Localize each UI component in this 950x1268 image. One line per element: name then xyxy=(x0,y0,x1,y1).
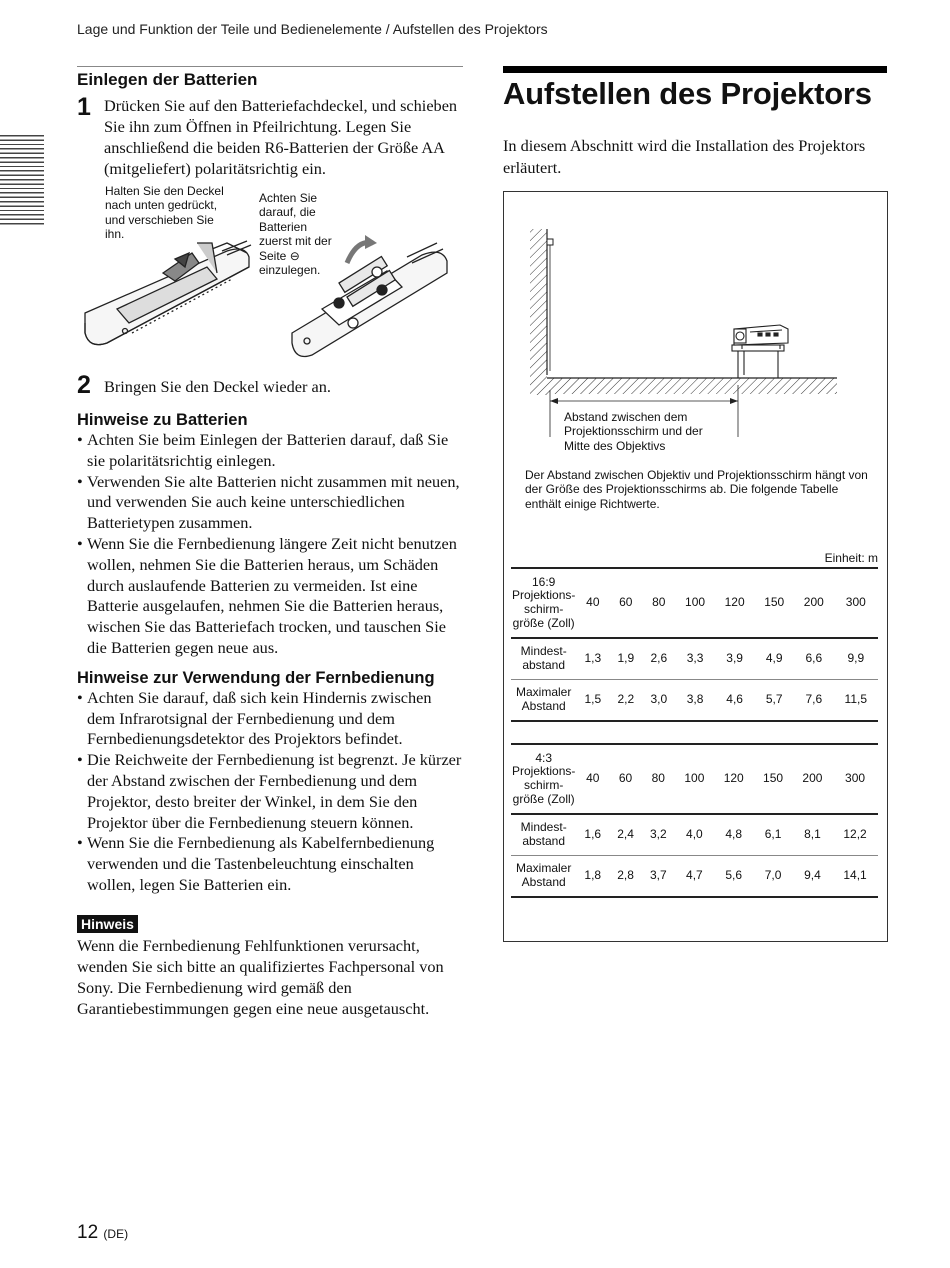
battery-heading: Einlegen der Batterien xyxy=(77,70,258,89)
table-cell: 100 xyxy=(684,771,705,786)
table-cell: 2,6 xyxy=(650,650,668,665)
table-cell: 2,2 xyxy=(617,691,635,706)
label-line: Maximaler xyxy=(516,861,572,876)
label-line: abstand xyxy=(522,657,566,672)
remote-control-drawing xyxy=(77,183,463,373)
table-cell: 2,4 xyxy=(617,826,634,841)
table-cell: 4,0 xyxy=(686,826,703,841)
table-cell: 11,5 xyxy=(844,691,868,706)
list-item: • Achten Sie darauf, daß sich kein Hindernis zwischen dem Infrarotsignal der Fernbedienung und dem Fernbedienungsdetektor des Projektors befindet. xyxy=(77,688,463,750)
size-label xyxy=(511,568,576,638)
step-1 xyxy=(77,95,463,179)
label-line: schirm- xyxy=(524,602,564,616)
page-number-value: 12 xyxy=(77,1222,99,1243)
caption-line: Abstand zwischen dem xyxy=(564,410,688,424)
unit-label: Einheit: m xyxy=(824,551,878,565)
arrow-right-icon xyxy=(730,398,738,404)
table-row xyxy=(511,744,878,814)
right-column xyxy=(503,66,887,177)
table-cell: 150 xyxy=(763,771,784,786)
table-cell: 80 xyxy=(651,771,665,786)
table-cell: 4,7 xyxy=(686,867,703,882)
distance-table-16-9 xyxy=(511,567,878,722)
list-item: • Die Reichweite der Fernbedienung ist begrenzt. Je kürzer der Abstand zwischen der Fernbedienung und dem Projektor, desto breiter der Winkel, in dem Sie den Projektor über die Fernbedienung steuern können. xyxy=(77,750,463,833)
list-item: • Verwenden Sie alte Batterien nicht zusammen mit neuen, und verwenden Sie auch keine unterschiedlichen Batterietypen zusammen. xyxy=(77,472,463,534)
label-line: Mindest- xyxy=(520,644,567,659)
table-cell: 100 xyxy=(685,595,706,610)
step-number: 1 xyxy=(77,93,91,121)
table-cell: 1,5 xyxy=(584,691,602,706)
label-line: Abstand xyxy=(521,698,566,713)
projector-table-icon xyxy=(732,345,784,378)
table-cell: 80 xyxy=(652,595,666,610)
max-label xyxy=(511,679,576,721)
section-tab-marker xyxy=(0,135,44,227)
table-cell: 3,0 xyxy=(650,691,668,706)
list-item: • Wenn Sie die Fernbedienung als Kabelfernbedienung verwenden und die Tastenbeleuchtung einschalten wollen, legen Sie Batterien ein. xyxy=(77,833,463,895)
table-cell: 12,2 xyxy=(843,826,867,841)
table-cell: 9,9 xyxy=(847,650,865,665)
label-line: schirm- xyxy=(524,778,564,792)
label-line: Mindest- xyxy=(520,820,567,835)
table-cell: 1,9 xyxy=(617,650,635,665)
ratio-label: 4:3 xyxy=(535,750,553,765)
battery-illustration xyxy=(77,183,463,373)
list-item: • Achten Sie beim Einlegen der Batterien darauf, daß Sie sie polaritätsrichtig einlegen. xyxy=(77,430,463,472)
remote-notes-heading: Hinweise zur Verwendung der Fernbedienung xyxy=(77,668,435,687)
label-line: Projektions- xyxy=(512,588,576,603)
ratio-label: 16:9 xyxy=(532,574,556,589)
caption-text: Achten Sie darauf, die Batterien zuerst mit der Seite xyxy=(259,191,332,263)
diagram-caption xyxy=(564,410,703,453)
table-cell: 14,1 xyxy=(843,867,867,882)
battery-notes-heading: Hinweise zu Batterien xyxy=(77,411,248,429)
running-header: Lage und Funktion der Teile und Bedienelemente / Aufstellen des Projektors xyxy=(77,21,548,37)
screen-bracket-icon xyxy=(547,239,553,245)
table-cell: 2,8 xyxy=(617,867,634,882)
table-cell: 1,6 xyxy=(584,826,602,841)
table-cell: 6,6 xyxy=(805,650,823,665)
table-cell: 60 xyxy=(618,771,633,786)
page-language: (DE) xyxy=(103,1227,129,1241)
label-line: größe (Zoll) xyxy=(512,791,575,806)
table-cell: 5,6 xyxy=(725,867,743,882)
label-line: Projektions- xyxy=(512,764,576,779)
caption-text-end: einzulegen. xyxy=(259,263,321,278)
table-cell: 3,7 xyxy=(649,867,667,882)
step-text: Drücken Sie auf den Batteriefachdeckel, und schieben Sie ihn zum Öffnen in Pfeilrichtung. Legen Sie anschließend die beiden R6-Batterien der Größe AA (mitgeliefert) polaritätsrichtig ein. xyxy=(104,96,458,178)
table-cell: 4,8 xyxy=(725,826,743,841)
table-cell: 300 xyxy=(845,771,866,786)
table-cell: 3,2 xyxy=(649,826,667,841)
min-label xyxy=(511,814,576,855)
note-block xyxy=(77,915,463,1019)
table-row xyxy=(511,855,878,897)
figure-caption-cover: Halten Sie den Deckel nach unten gedrückt, und verschieben Sie ihn. xyxy=(105,184,224,242)
label-line: Abstand xyxy=(521,874,566,889)
caption-line: Mitte des Objektivs xyxy=(564,438,666,453)
table-cell: 40 xyxy=(586,595,600,610)
table-cell: 9,4 xyxy=(804,867,821,882)
table-cell: 1,3 xyxy=(584,650,602,665)
section-rule xyxy=(77,66,463,67)
table-row xyxy=(511,568,878,638)
min-label xyxy=(511,638,576,679)
note-label: Hinweis xyxy=(77,915,138,933)
table-cell: 200 xyxy=(802,771,823,786)
minus-symbol: ⊖ xyxy=(289,248,300,263)
table-row xyxy=(511,679,878,721)
table-cell: 300 xyxy=(845,595,866,610)
label-line: Maximaler xyxy=(516,685,572,700)
label-line: größe (Zoll) xyxy=(512,615,575,630)
page-title: Aufstellen des Projektors xyxy=(503,66,887,112)
battery-notes-list xyxy=(77,430,463,659)
table-cell: 3,3 xyxy=(686,650,704,665)
table-cell: 4,9 xyxy=(765,650,783,665)
size-label xyxy=(511,744,576,814)
table-cell: 6,1 xyxy=(764,826,782,841)
table-cell: 60 xyxy=(619,595,633,610)
step-2 xyxy=(77,373,463,397)
table-row xyxy=(511,814,878,855)
table-cell: 3,9 xyxy=(726,650,743,665)
page-number xyxy=(77,1222,128,1244)
label-line: abstand xyxy=(522,833,566,848)
note-text: Wenn die Fernbedienung Fehlfunktionen verursacht, wenden Sie sich bitte an qualifiziertes Fachpersonal von Sony. Die Fernbedienung wird gemäß den Garantiebestimmungen gegen eine neue ausgetauscht. xyxy=(77,935,444,1018)
table-cell: 8,1 xyxy=(804,826,821,841)
intro-text: In diesem Abschnitt wird die Installation des Projektors erläutert. xyxy=(503,136,866,177)
distance-note: Der Abstand zwischen Objektiv und Projektionsschirm hängt von der Größe des Projektionsschirms ab. Die folgende Tabelle enthält einige Richtwerte. xyxy=(525,468,868,511)
table-cell: 3,8 xyxy=(686,691,704,706)
table-cell: 200 xyxy=(803,595,824,610)
table-cell: 7,6 xyxy=(805,691,823,706)
left-column xyxy=(77,66,463,1019)
wall-hatch xyxy=(530,229,547,395)
arrow-left-icon xyxy=(550,398,558,404)
remote-notes-list xyxy=(77,688,463,896)
caption-line: Projektionsschirm und der xyxy=(564,424,703,439)
table-row xyxy=(511,638,878,679)
step-number: 2 xyxy=(77,371,91,399)
max-label xyxy=(511,855,576,897)
table-cell: 120 xyxy=(724,595,745,610)
remote-1-icon xyxy=(85,241,251,345)
table-cell: 4,6 xyxy=(726,691,743,706)
floor-hatch xyxy=(547,378,837,394)
table-cell: 5,7 xyxy=(765,691,783,706)
table-cell: 120 xyxy=(723,771,744,786)
list-item: • Wenn Sie die Fernbedienung längere Zeit nicht benutzen wollen, nehmen Sie die Batterien heraus, um Schäden durch auslaufende Batterien zu vermeiden. Ist eine Batterie ausgelaufen, nehmen Sie die Batterien heraus, wischen Sie das Batteriefach trocken, und tauschen Sie die Batterien gegen neue aus. xyxy=(77,534,463,659)
step-text: Bringen Sie den Deckel wieder an. xyxy=(104,377,331,396)
table-cell: 7,0 xyxy=(764,867,782,882)
table-cell: 40 xyxy=(586,771,600,786)
table-cell: 150 xyxy=(764,595,785,610)
distance-table-4-3 xyxy=(511,743,878,898)
table-cell: 1,8 xyxy=(584,867,602,882)
